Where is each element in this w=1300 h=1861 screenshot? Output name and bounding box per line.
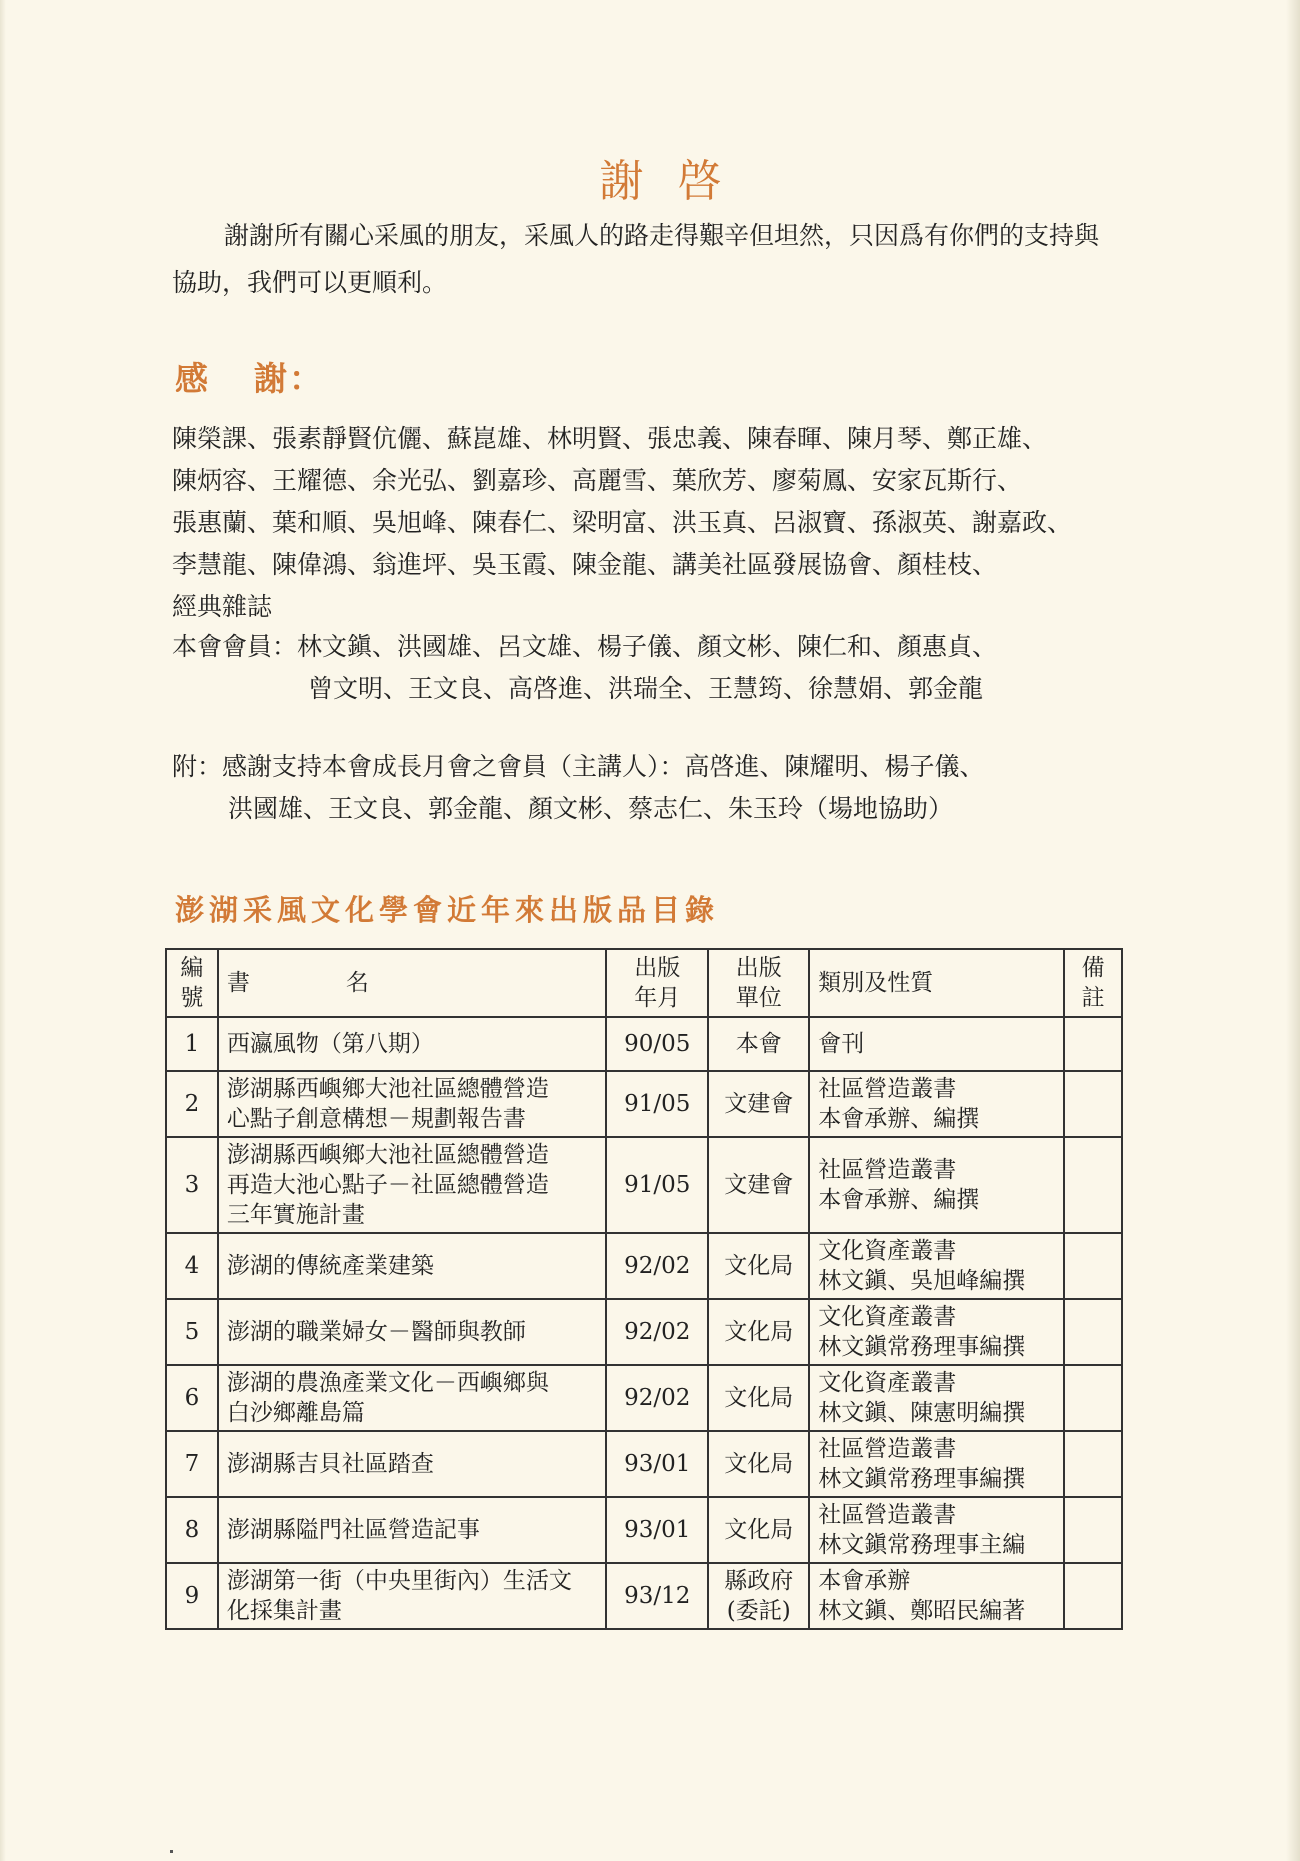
header-num: 編 號 — [166, 949, 218, 1017]
page-edge-shadow — [0, 0, 6, 1861]
cell-date: 93/01 — [606, 1431, 708, 1497]
thanks-line: 經典雜誌 — [172, 592, 273, 621]
thanks-line: 陳炳容、王耀德、余光弘、劉嘉珍、高麗雪、葉欣芳、廖菊鳳、安家瓦斯行、 — [172, 466, 1023, 495]
thanks-line: 陳榮課、張素靜賢伉儷、蘇崑雄、林明賢、張忠義、陳春暉、陳月琴、鄭正雄、 — [172, 424, 1048, 453]
cell-category: 文化資產叢書 林文鎭、陳憲明編撰 — [809, 1365, 1064, 1431]
header-title-part1: 書 — [226, 970, 250, 996]
cell-category: 文化資產叢書 林文鎭、吳旭峰編撰 — [809, 1233, 1064, 1299]
cell-category: 社區營造叢書 本會承辦、編撰 — [809, 1071, 1064, 1137]
cell-note — [1064, 1017, 1122, 1071]
cell-date: 91/05 — [606, 1071, 708, 1137]
page-title: 謝啓 — [599, 156, 756, 207]
members-line: 本會會員：林文鎭、洪國雄、呂文雄、楊子儀、顏文彬、陳仁和、顏惠貞、 — [172, 632, 998, 661]
header-date: 出版 年月 — [606, 949, 708, 1017]
appendix-note — [172, 746, 1132, 830]
header-unit: 出版 單位 — [708, 949, 809, 1017]
cell-date: 92/02 — [606, 1365, 708, 1431]
cell-category: 社區營造叢書 本會承辦、編撰 — [809, 1137, 1064, 1233]
cell-date: 92/02 — [606, 1233, 708, 1299]
cell-title: 澎湖的農漁產業文化－西嶼鄉與 白沙鄉離島篇 — [218, 1365, 607, 1431]
thanks-line: 張惠蘭、葉和順、吳旭峰、陳春仁、梁明富、洪玉真、呂淑寶、孫淑英、謝嘉政、 — [172, 508, 1073, 537]
cell-category: 社區營造叢書 林文鎭常務理事主編 — [809, 1497, 1064, 1563]
cell-num: 6 — [166, 1365, 218, 1431]
cell-date: 93/01 — [606, 1497, 708, 1563]
header-title — [218, 949, 607, 1017]
cell-category: 文化資產叢書 林文鎭常務理事編撰 — [809, 1299, 1064, 1365]
cell-num: 8 — [166, 1497, 218, 1563]
table-row — [166, 1071, 1122, 1137]
thanks-line: 李慧龍、陳偉鴻、翁進坪、吳玉霞、陳金龍、講美社區發展協會、顏桂枝、 — [172, 550, 998, 579]
cell-unit: 文建會 — [708, 1137, 809, 1233]
cell-unit: 文化局 — [708, 1431, 809, 1497]
cell-date: 90/05 — [606, 1017, 708, 1071]
page-mark-dot — [170, 1850, 173, 1853]
table-header-row — [166, 949, 1122, 1017]
cell-title: 澎湖縣隘門社區營造記事 — [218, 1497, 607, 1563]
table-row — [166, 1233, 1122, 1299]
cell-unit: 本會 — [708, 1017, 809, 1071]
cell-note — [1064, 1299, 1122, 1365]
header-title-part2: 名 — [345, 970, 369, 996]
page-edge-shadow-right — [1286, 0, 1300, 1861]
intro-paragraph: 謝謝所有關心采風的朋友，采風人的路走得艱辛但坦然，只因爲有你們的支持與協助，我們可以更順利。 — [172, 221, 1100, 297]
table-row — [166, 1563, 1122, 1629]
cell-date: 91/05 — [606, 1137, 708, 1233]
cell-note — [1064, 1563, 1122, 1629]
cell-title: 澎湖縣西嶼鄉大池社區總體營造 再造大池心點子－社區總體營造 三年實施計畫 — [218, 1137, 607, 1233]
cell-num: 7 — [166, 1431, 218, 1497]
appendix-line: 洪國雄、王文良、郭金龍、顏文彬、蔡志仁、朱玉玲（場地協助） — [228, 794, 954, 823]
thanks-heading-part1: 感 — [175, 359, 210, 398]
cell-title: 澎湖第一街（中央里街內）生活文 化採集計畫 — [218, 1563, 607, 1629]
cell-note — [1064, 1137, 1122, 1233]
cell-num: 3 — [166, 1137, 218, 1233]
table-row — [166, 1017, 1122, 1071]
thanks-heading — [175, 353, 324, 400]
cell-unit: 文化局 — [708, 1365, 809, 1431]
cell-note — [1064, 1071, 1122, 1137]
header-note: 備 註 — [1064, 949, 1122, 1017]
cell-date: 92/02 — [606, 1299, 708, 1365]
appendix-line: 附：感謝支持本會成長月會之會員（主講人）：高啓進、陳耀明、楊子儀、 — [172, 752, 985, 781]
cell-category: 會刊 — [809, 1017, 1064, 1071]
cell-num: 9 — [166, 1563, 218, 1629]
thanks-heading-part2: 謝： — [254, 359, 324, 398]
cell-date: 93/12 — [606, 1563, 708, 1629]
cell-unit: 文化局 — [708, 1497, 809, 1563]
table-row — [166, 1431, 1122, 1497]
cell-num: 2 — [166, 1071, 218, 1137]
cell-note — [1064, 1431, 1122, 1497]
table-row — [166, 1299, 1122, 1365]
header-category: 類別及性質 — [809, 949, 1064, 1017]
members-list — [172, 626, 1132, 710]
cell-num: 1 — [166, 1017, 218, 1071]
table-row — [166, 1365, 1122, 1431]
cell-unit: 文化局 — [708, 1233, 809, 1299]
cell-unit: 文化局 — [708, 1299, 809, 1365]
cell-title: 澎湖縣西嶼鄉大池社區總體營造 心點子創意構想－規劃報告書 — [218, 1071, 607, 1137]
cell-category: 本會承辦 林文鎭、鄭昭民編著 — [809, 1563, 1064, 1629]
cell-title: 澎湖縣吉貝社區踏查 — [218, 1431, 607, 1497]
catalog-heading: 澎湖采風文化學會近年來出版品目錄 — [175, 893, 720, 927]
table-row — [166, 1497, 1122, 1563]
table-row — [166, 1137, 1122, 1233]
cell-note — [1064, 1497, 1122, 1563]
cell-category: 社區營造叢書 林文鎭常務理事編撰 — [809, 1431, 1064, 1497]
cell-unit: 文建會 — [708, 1071, 809, 1137]
cell-title: 西瀛風物（第八期） — [218, 1017, 607, 1071]
members-line: 曾文明、王文良、高啓進、洪瑞全、王慧筠、徐慧娟、郭金龍 — [308, 674, 984, 703]
publications-table — [165, 948, 1123, 1630]
cell-title: 澎湖的職業婦女－醫師與教師 — [218, 1299, 607, 1365]
cell-num: 5 — [166, 1299, 218, 1365]
cell-num: 4 — [166, 1233, 218, 1299]
thanks-names — [172, 418, 1132, 628]
cell-note — [1064, 1365, 1122, 1431]
cell-unit: 縣政府 (委託) — [708, 1563, 809, 1629]
cell-note — [1064, 1233, 1122, 1299]
cell-title: 澎湖的傳統產業建築 — [218, 1233, 607, 1299]
